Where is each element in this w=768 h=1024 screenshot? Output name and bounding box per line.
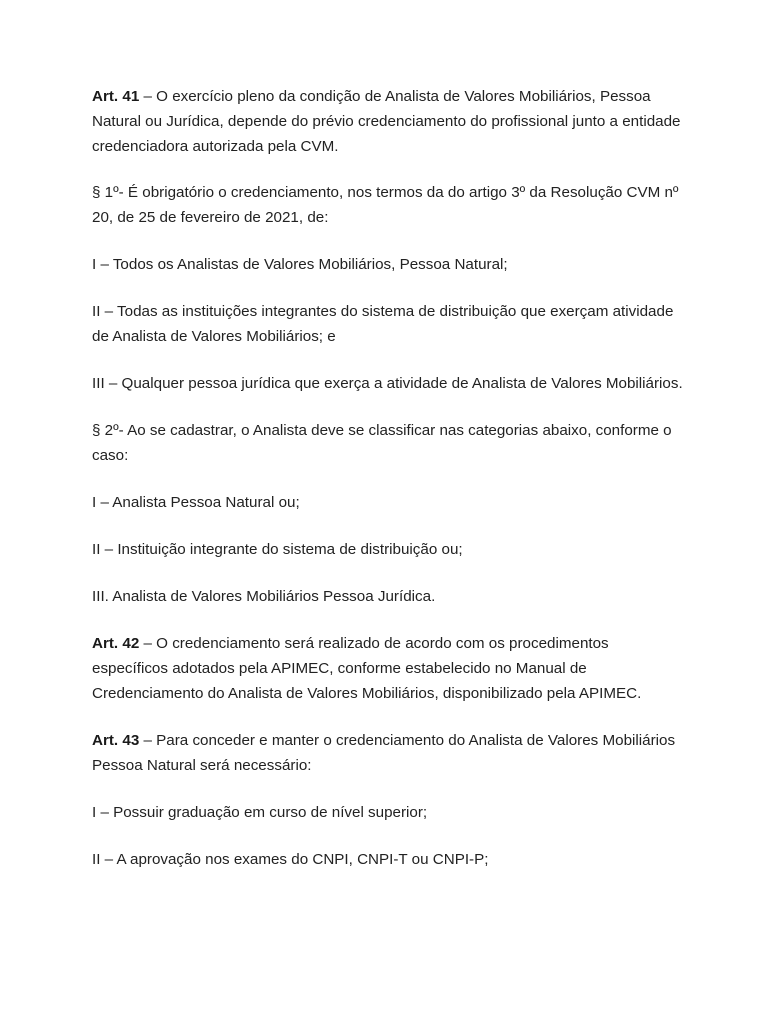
paragraph-2-item-i: I – Analista Pessoa Natural ou;	[92, 494, 300, 511]
article-43-item-i: I – Possuir graduação em curso de nível superior;	[92, 804, 428, 821]
article-41	[92, 84, 688, 159]
article-42-text: – O credenciamento será realizado de acordo com os procedimentos específicos adotados pela APIMEC, conforme estabelecido no Manual de Credenciamento do Analista de Valores Mobiliários, disponibilizado pela APIMEC.	[92, 635, 642, 702]
paragraph-1-item-iii: III – Qualquer pessoa jurídica que exerça a atividade de Analista de Valores Mobiliários.	[92, 375, 683, 392]
paragraph-1: § 1º- É obrigatório o credenciamento, nos termos da do artigo 3º da Resolução CVM nº 20, de 25 de fevereiro de 2021, de:	[92, 184, 679, 226]
article-43	[92, 728, 688, 778]
paragraph-2-item-iii: III. Analista de Valores Mobiliários Pessoa Jurídica.	[92, 588, 436, 605]
article-43-item-ii: II – A aprovação nos exames do CNPI, CNPI-T ou CNPI-P;	[92, 851, 489, 868]
paragraph-2: § 2º- Ao se cadastrar, o Analista deve se classificar nas categorias abaixo, conforme o caso:	[92, 422, 672, 464]
paragraph-1-item-ii: II – Todas as instituições integrantes do sistema de distribuição que exerçam atividade de Analista de Valores Mobiliários; e	[92, 303, 674, 345]
article-41-text: – O exercício pleno da condição de Analista de Valores Mobiliários, Pessoa Natural ou Jurídica, depende do prévio credenciamento do profissional junto a entidade credenciadora autorizada pela CVM.	[92, 88, 681, 155]
article-42	[92, 631, 688, 706]
document-page	[92, 84, 688, 872]
article-43-label: Art. 43	[92, 732, 140, 749]
article-43-text: – Para conceder e manter o credenciamento do Analista de Valores Mobiliários Pessoa Natural será necessário:	[92, 732, 676, 774]
paragraph-2-item-ii: II – Instituição integrante do sistema de distribuição ou;	[92, 541, 463, 558]
paragraph-1-item-i: I – Todos os Analistas de Valores Mobiliários, Pessoa Natural;	[92, 256, 508, 273]
article-42-label: Art. 42	[92, 635, 140, 652]
article-41-label: Art. 41	[92, 88, 140, 105]
